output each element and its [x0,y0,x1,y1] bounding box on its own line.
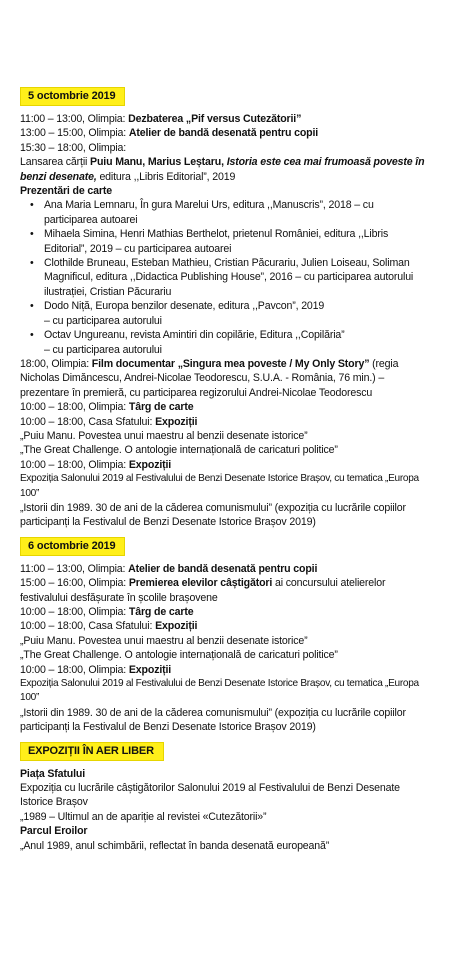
list-item: • Octav Ungureanu, revista Amintiri din copilărie, Editura ,,Copilăria” – cu participarea autorului [28,328,438,357]
day2-event-awards-cont: festivalului desfășurate în școlile brașovene [20,591,218,604]
day2-event-awards: 15:00 – 16:00, Olimpia: Premierea elevilor câștigători ai concursului atelierelor [20,577,386,590]
outdoor-place-desc: Istorice Brașov [20,796,88,809]
day2-header [20,537,438,556]
day2-exhibition-desc: „Istorii din 1989. 30 de ani de la căderea comunismului” (expoziția cu lucrările copiilor [20,706,406,719]
day1-book-launch-cont: benzi desenate, editura ,,Libris Editorial”, 2019 [20,170,236,183]
day1-exhibition-item: „The Great Challenge. O antologie internațională de caricaturi politice” [20,444,338,457]
list-item: • Clothilde Bruneau, Esteban Mathieu, Cristian Păcurariu, Julien Loiseau, Soliman Magnificul, editura ,,Didactica Publishing House”, 2016 – cu participarea autorului ilustrației, Cristian Păcurariu [28,256,438,299]
day1-header [20,87,438,106]
day1-date-badge: 5 octombrie 2019 [20,87,125,106]
day1-film-cont-2: prezentare în premieră, cu participarea regizorului Andrei-Nicolae Teodorescu [20,386,373,399]
day1-event-launch-time: 15:30 – 18:00, Olimpia: [20,141,127,154]
day1-event-workshop: 13:00 – 15:00, Olimpia: Atelier de bandă desenată pentru copii [20,127,319,140]
list-item: • Mihaela Simina, Henri Mathias Berthelot, prietenul României, editura ,,Libris Editorial”, 2019 – cu participarea autoarei [28,227,438,256]
day1-book-fair: 10:00 – 18:00, Olimpia: Târg de carte [20,401,194,414]
outdoor-place-piata-sfatului: Piața Sfatului [20,767,86,780]
day1-exhibitions-casa: 10:00 – 18:00, Casa Sfatului: Expoziții [20,415,198,428]
day1-book-launch: Lansarea cărții Puiu Manu, Marius Leștaru, Istoria este cea mai frumoasă poveste în [20,156,425,169]
outdoor-header [20,742,438,761]
day2-exhibition-item: „Puiu Manu. Povestea unui maestru al benzii desenate istorice” [20,634,308,647]
day1-exhibition-item: „Puiu Manu. Povestea unui maestru al benzii desenate istorice” [20,429,308,442]
outdoor-heading-badge: EXPOZIȚII ÎN AER LIBER [20,742,164,761]
day1-film: 18:00, Olimpia: Film documentar „Singura mea poveste / My Only Story” (regia [20,357,399,370]
outdoor-place-desc: „Anul 1989, anul schimbării, reflectat în banda desenată europeană” [20,839,330,852]
day1-exhibition-desc: „Istorii din 1989. 30 de ani de la căderea comunismului” (expoziția cu lucrările copiilor [20,501,406,514]
day2-exhibition-desc: Expoziția Salonului 2019 al Festivalului de Benzi Desenate Istorice Brașov, cu tematica „Europa 100” [20,678,419,704]
outdoor-place-desc: „1989 – Ultimul an de apariție al revistei «Cutezătorii»” [20,810,267,823]
day2-exhibition-item: „The Great Challenge. O antologie internațională de caricaturi politice” [20,649,338,662]
outdoor-place-parcul-eroilor: Parcul Eroilor [20,825,88,838]
day2-exhibitions-casa: 10:00 – 18:00, Casa Sfatului: Expoziții [20,620,198,633]
day1-exhibitions-olimpia: 10:00 – 18:00, Olimpia: Expoziții [20,458,172,471]
day2-date-badge: 6 octombrie 2019 [20,537,125,556]
day2-book-fair: 10:00 – 18:00, Olimpia: Târg de carte [20,606,194,618]
day1-presentations-list [20,198,438,356]
day1-exhibition-desc: Expoziția Salonului 2019 al Festivalului de Benzi Desenate Istorice Brașov, cu tematica „Europa 100” [20,473,419,499]
day1-presentations-heading: Prezentări de carte [20,185,112,198]
day1-film-cont-1: Nicholas Dimăncescu, Andrei-Nicolae Teodorescu, S.U.A. - România, 76 min.) – [20,372,385,385]
day2-event-workshop: 11:00 – 13:00, Olimpia: Atelier de bandă desenată pentru copii [20,562,318,575]
list-item: • Ana Maria Lemnaru, În gura Marelui Urs, editura ,,Manuscris”, 2018 – cu participarea autoarei [28,198,438,227]
day2-exhibitions-olimpia: 10:00 – 18:00, Olimpia: Expoziții [20,663,172,676]
day2-exhibition-desc: participanți la Festivalul de Benzi Desenate Istorice Brașov 2019) [20,721,316,734]
day1-exhibition-desc: participanți la Festivalul de Benzi Desenate Istorice Brașov 2019) [20,516,316,529]
day1-event-debate: 11:00 – 13:00, Olimpia: Dezbaterea „Pif versus Cutezătorii” [20,113,302,125]
outdoor-place-desc: Expoziția cu lucrările câștigătorilor Salonului 2019 al Festivalului de Benzi Desenate [20,782,400,795]
list-item: • Dodo Niță, Europa benzilor desenate, editura ,,Pavcon”, 2019 – cu participarea autorului [28,299,438,328]
program-content [20,87,438,853]
